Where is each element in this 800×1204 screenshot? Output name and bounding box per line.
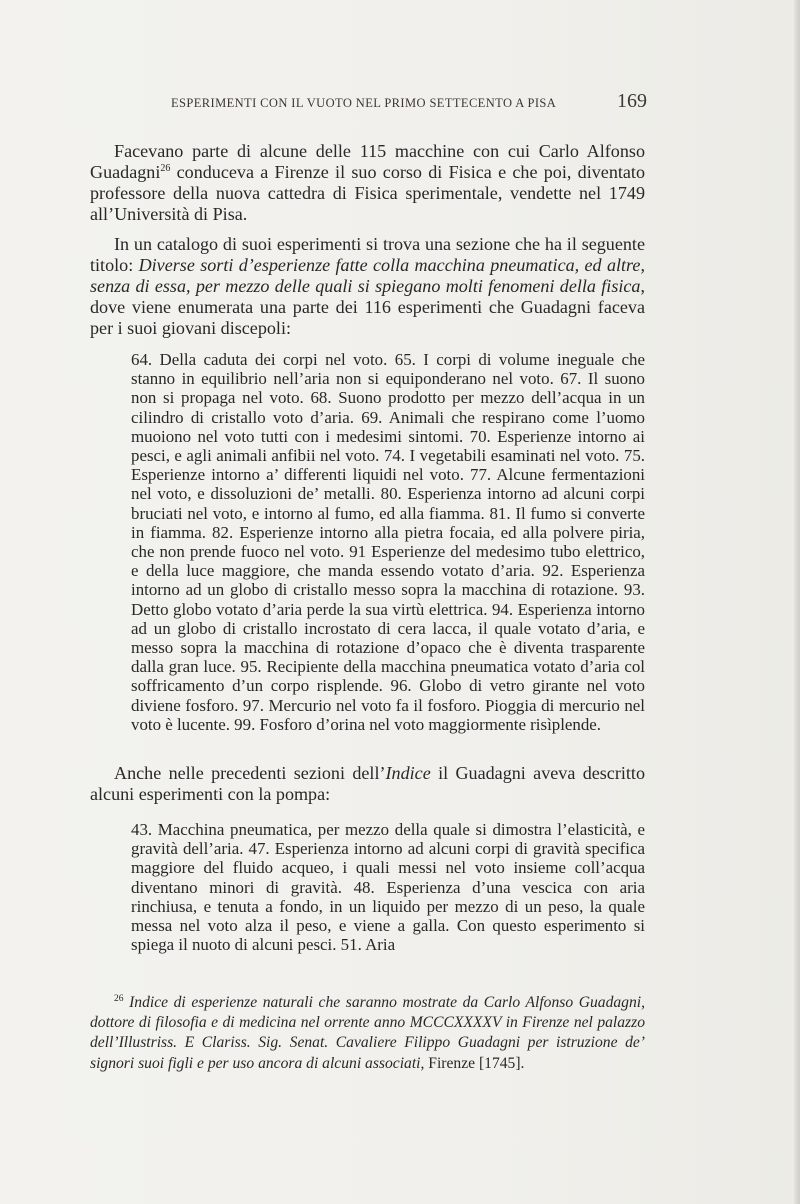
paragraph-2-text-cont: , dove viene enumerata una parte dei 116 esperimenti che Guadagni faceva per i suoi giovani discepoli: <box>90 275 645 338</box>
footnote-26 <box>90 993 645 1074</box>
paragraph-2-text: In un catalogo di suoi esperimenti si trova una sezione che ha il seguente titolo: <box>90 234 645 275</box>
page-number: 169 <box>617 90 647 112</box>
indice-title: Indice <box>385 763 431 783</box>
paragraph-3-text: Anche nelle precedenti sezioni dell’ <box>114 763 386 783</box>
footnote-ref-26: 26 <box>160 162 171 174</box>
paragraph-1-text: Facevano parte di alcune delle 115 macchine con cui Carlo Alfonso Guadagni <box>90 141 645 182</box>
footnote-citation-title: Indice di esperienze naturali che saranno mostrate da Carlo Alfonso Guadagni, dottore di filosofia e di medicina nel orrente anno MCCCXXXXV in Firenze nel palazzo dell’Illustriss. E Clariss. Sig. Senat. Cavaliere Filippo Guadagni per istruzione de’ signori suoi figli e per uso ancora di alcuni associati <box>90 994 645 1072</box>
footnote-number: 26 <box>114 993 124 1004</box>
paragraph-1 <box>90 141 645 225</box>
paragraph-1-text-cont: conduceva a Firenze il suo corso di Fisica e che poi, diventato professore della nuova cattedra di Fisica sperimentale, vendette nel 1749 all’Università di Pisa. <box>90 161 645 224</box>
running-head: ESPERIMENTI CON IL VUOTO NEL PRIMO SETTECENTO A PISA <box>171 96 557 110</box>
section-title: Diverse sorti d’esperienze fatte colla macchina pneumatica, ed altre, senza di essa, per mezzo delle quali si spiegano molti fenomeni della fisica <box>90 254 645 296</box>
paragraph-2 <box>90 234 645 339</box>
paragraph-3 <box>90 763 645 805</box>
block-quote-2: 43. Macchina pneumatica, per mezzo della quale si dimostra l’elasticità, e gravità dell’aria. 47. Esperienza intorno ad alcuni corpi di gravità specifica maggiore del fluido acqueo, i quali messi nel voto insieme coll’acqua diventano minori di gravità. 48. Esperienza d’una vescica con aria rinchiusa, e tenuta a fondo, in un liquido per mezzo di un peso, la quale messa nel voto alza il peso, e viene a galla. Con questo esperimento si spiega il nuoto di alcuni pesci. 51. Aria <box>131 820 645 955</box>
block-quote-1: 64. Della caduta dei corpi nel voto. 65. I corpi di volume ineguale che stanno in equilibrio nell’aria non si equiponderano nel voto. 67. Il suono non si propaga nel voto. 68. Suono prodotto per mezzo dell’acqua in un cilindro di cristallo voto d’aria. 69. Animali che respirano come l’uomo muoiono nel voto tutti con i medesimi sintomi. 70. Esperienze intorno ai pesci, e agli animali anfibii nel voto. 74. I vegetabili esaminati nel voto. 75. Esperienze intorno a’ differenti liquidi nel voto. 77. Alcune fermentazioni nel voto, e dissoluzioni de’ metalli. 80. Esperienza intorno ad alcuni corpi bruciati nel voto, e intorno al fumo, ed alla fiamma. 81. Il fumo si converte in fiamma. 82. Esperienze intorno alla pietra focaia, ed alla polvere piria, che non prende fuoco nel voto. 91 Esperienze del medesimo tubo elettrico, e della luce maggiore, che manda essendo votato d’aria. 92. Esperienza intorno ad un globo di cristallo messo sopra la macchina di rotazione. 93. Detto globo votato d’aria perde la sua virtù elettrica. 94. Esperienza intorno ad un globo di cristallo incrostato di cera lacca, il quale votato d’aria, e messo sopra la macchina di rotazione d’opaco che è diventa trasparente dalla gran luce. 95. Recipiente della macchina pneumatica votato d’aria col soffricamento d’un corpo risplende. 96. Globo di vetro girante nel voto diviene fosforo. 97. Mercurio nel voto fa il fosforo. Pioggia di mercurio nel voto è lucente. 99. Fosforo d’orina nel voto maggiormente risìplende. <box>131 350 645 734</box>
paragraph-3-text-cont: il Guadagni aveva descritto alcuni esperimenti con la pompa: <box>90 763 645 804</box>
footnote-citation-place: , Firenze [1745]. <box>420 1054 525 1072</box>
page-edge <box>794 0 800 1204</box>
